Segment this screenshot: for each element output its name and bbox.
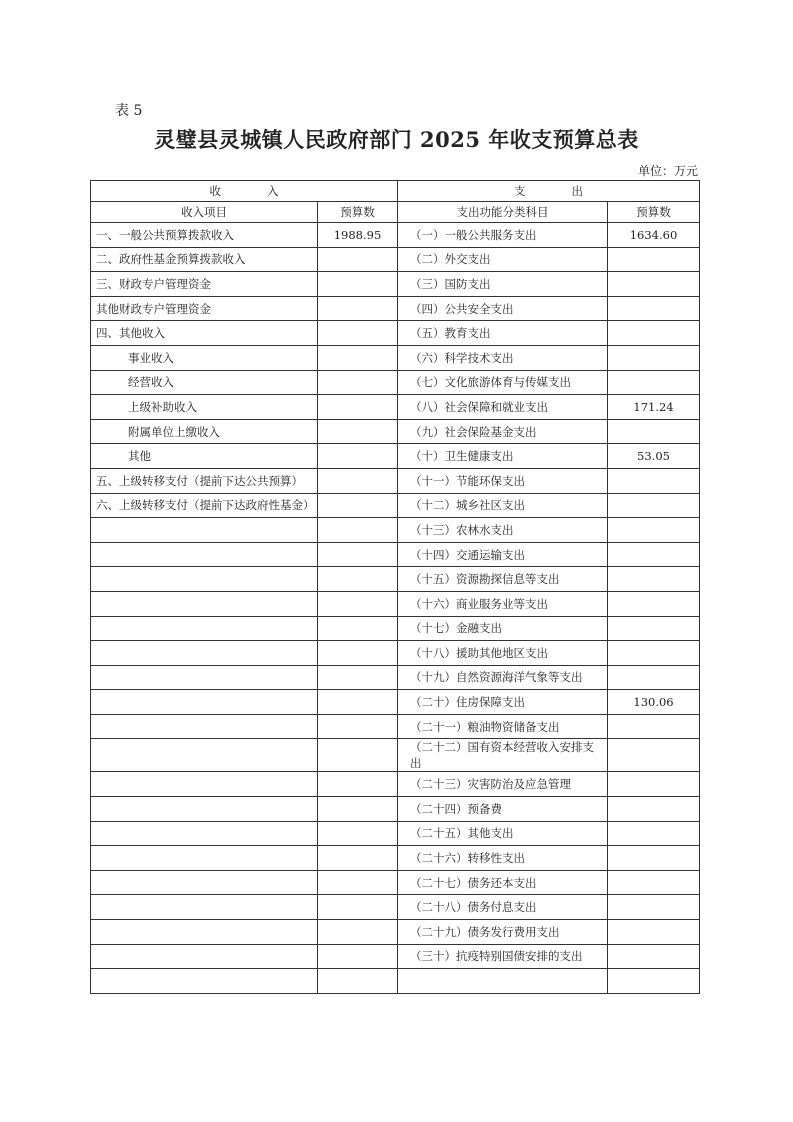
column-header-row <box>91 202 700 223</box>
expense-section-header: 支 出 <box>398 181 700 202</box>
income-item-header: 收入项目 <box>91 202 318 223</box>
expense-item-cell: （十八）援助其他地区支出 <box>398 641 608 666</box>
table-row <box>91 247 700 272</box>
income-item-cell: 三、财政专户管理资金 <box>91 272 318 297</box>
table-row <box>91 870 700 895</box>
unit-label: 单位：万元 <box>637 164 698 178</box>
income-item-cell: 六、上级转移支付（提前下达政府性基金） <box>91 493 318 518</box>
expense-amount-cell <box>608 247 700 272</box>
expense-amount-cell <box>608 296 700 321</box>
income-item-cell <box>91 567 318 592</box>
income-amount-cell <box>318 846 398 871</box>
income-item-cell <box>91 542 318 567</box>
expense-item-cell: （十）卫生健康支出 <box>398 444 608 469</box>
income-amount-cell <box>318 444 398 469</box>
expense-amount-cell <box>608 591 700 616</box>
table-row <box>91 567 700 592</box>
expense-item-cell: （十五）资源勘探信息等支出 <box>398 567 608 592</box>
expense-amount-cell: 171.24 <box>608 395 700 420</box>
income-amount-cell <box>318 920 398 945</box>
income-item-cell <box>91 518 318 543</box>
expense-item-cell: （三十）抗疫特别国债安排的支出 <box>398 944 608 969</box>
expense-amount-header: 预算数 <box>608 202 700 223</box>
expense-item-cell: （二十五）其他支出 <box>398 821 608 846</box>
expense-amount-cell <box>608 969 700 994</box>
income-amount-cell <box>318 641 398 666</box>
expense-amount-cell: 1634.60 <box>608 223 700 248</box>
income-item-cell <box>91 616 318 641</box>
income-item-cell <box>91 739 318 772</box>
expense-amount-cell <box>608 419 700 444</box>
table-row <box>91 321 700 346</box>
expense-item-cell: （二十二）国有资本经营收入安排支出 <box>398 739 608 772</box>
table-row <box>91 223 700 248</box>
income-item-cell <box>91 944 318 969</box>
income-item-cell <box>91 665 318 690</box>
table-row <box>91 518 700 543</box>
table-row <box>91 296 700 321</box>
income-amount-cell <box>318 542 398 567</box>
income-amount-cell <box>318 870 398 895</box>
expense-item-cell: （二）外交支出 <box>398 247 608 272</box>
table-row <box>91 690 700 715</box>
expense-amount-cell <box>608 641 700 666</box>
income-amount-cell <box>318 714 398 739</box>
table-row <box>91 846 700 871</box>
expense-item-cell: （十七）金融支出 <box>398 616 608 641</box>
income-amount-cell <box>318 345 398 370</box>
expense-item-cell: （一）一般公共服务支出 <box>398 223 608 248</box>
table-row <box>91 665 700 690</box>
expense-item-cell: （二十六）转移性支出 <box>398 846 608 871</box>
income-amount-cell <box>318 296 398 321</box>
income-item-cell <box>91 772 318 797</box>
expense-amount-cell <box>608 272 700 297</box>
expense-item-cell: （二十九）债务发行费用支出 <box>398 920 608 945</box>
table-row <box>91 444 700 469</box>
income-section-header: 收 入 <box>91 181 398 202</box>
expense-item-cell: （二十一）粮油物资储备支出 <box>398 714 608 739</box>
table-row <box>91 370 700 395</box>
expense-item-cell <box>398 969 608 994</box>
income-amount-cell <box>318 591 398 616</box>
income-amount-cell <box>318 797 398 822</box>
table-row <box>91 797 700 822</box>
expense-item-cell: （七）文化旅游体育与传媒支出 <box>398 370 608 395</box>
income-item-cell <box>91 591 318 616</box>
table-row <box>91 821 700 846</box>
expense-item-cell: （二十三）灾害防治及应急管理 <box>398 772 608 797</box>
table-row <box>91 272 700 297</box>
income-item-cell <box>91 895 318 920</box>
expense-amount-cell <box>608 895 700 920</box>
income-item-cell <box>91 969 318 994</box>
table-row <box>91 969 700 994</box>
table-row <box>91 616 700 641</box>
expense-item-cell: （二十）住房保障支出 <box>398 690 608 715</box>
income-amount-cell <box>318 419 398 444</box>
income-amount-cell: 1988.95 <box>318 223 398 248</box>
income-amount-cell <box>318 468 398 493</box>
expense-amount-cell <box>608 468 700 493</box>
income-item-cell: 一、一般公共预算拨款收入 <box>91 223 318 248</box>
expense-amount-cell <box>608 821 700 846</box>
expense-amount-cell <box>608 518 700 543</box>
income-amount-cell <box>318 518 398 543</box>
table-row <box>91 714 700 739</box>
income-item-cell: 上级补助收入 <box>91 395 318 420</box>
expense-item-cell: （十一）节能环保支出 <box>398 468 608 493</box>
expense-amount-cell <box>608 370 700 395</box>
expense-amount-cell <box>608 321 700 346</box>
expense-amount-cell <box>608 944 700 969</box>
expense-amount-cell <box>608 493 700 518</box>
income-amount-cell <box>318 739 398 772</box>
expense-amount-cell <box>608 567 700 592</box>
income-amount-header: 预算数 <box>318 202 398 223</box>
income-item-cell: 其他财政专户管理资金 <box>91 296 318 321</box>
income-item-cell: 其他 <box>91 444 318 469</box>
income-item-cell <box>91 797 318 822</box>
income-item-cell <box>91 690 318 715</box>
income-amount-cell <box>318 969 398 994</box>
income-item-cell <box>91 870 318 895</box>
income-amount-cell <box>318 370 398 395</box>
income-amount-cell <box>318 616 398 641</box>
table-row <box>91 591 700 616</box>
expense-amount-cell <box>608 345 700 370</box>
expense-amount-cell: 130.06 <box>608 690 700 715</box>
table-row <box>91 395 700 420</box>
expense-item-cell: （十九）自然资源海洋气象等支出 <box>398 665 608 690</box>
table-row <box>91 920 700 945</box>
expense-item-cell: （十六）商业服务业等支出 <box>398 591 608 616</box>
income-amount-cell <box>318 395 398 420</box>
table-row <box>91 944 700 969</box>
expense-amount-cell <box>608 870 700 895</box>
income-amount-cell <box>318 272 398 297</box>
expense-amount-cell <box>608 542 700 567</box>
expense-item-cell: （四）公共安全支出 <box>398 296 608 321</box>
income-item-cell: 五、上级转移支付（提前下达公共预算） <box>91 468 318 493</box>
table-row <box>91 493 700 518</box>
income-item-cell <box>91 846 318 871</box>
expense-amount-cell <box>608 920 700 945</box>
expense-item-cell: （二十八）债务付息支出 <box>398 895 608 920</box>
income-amount-cell <box>318 321 398 346</box>
expense-amount-cell <box>608 616 700 641</box>
expense-item-cell: （五）教育支出 <box>398 321 608 346</box>
income-item-cell <box>91 641 318 666</box>
expense-amount-cell: 53.05 <box>608 444 700 469</box>
expense-amount-cell <box>608 739 700 772</box>
income-item-cell: 四、其他收入 <box>91 321 318 346</box>
expense-amount-cell <box>608 797 700 822</box>
expense-amount-cell <box>608 714 700 739</box>
expense-amount-cell <box>608 846 700 871</box>
expense-item-cell: （十三）农林水支出 <box>398 518 608 543</box>
table-row <box>91 419 700 444</box>
income-amount-cell <box>318 690 398 715</box>
income-item-cell <box>91 821 318 846</box>
table-row <box>91 468 700 493</box>
table-row <box>91 895 700 920</box>
income-amount-cell <box>318 493 398 518</box>
expense-item-header: 支出功能分类科目 <box>398 202 608 223</box>
income-item-cell: 事业收入 <box>91 345 318 370</box>
income-amount-cell <box>318 567 398 592</box>
income-item-cell: 附属单位上缴收入 <box>91 419 318 444</box>
expense-amount-cell <box>608 665 700 690</box>
table-row <box>91 345 700 370</box>
expense-item-cell: （二十四）预备费 <box>398 797 608 822</box>
table-row <box>91 542 700 567</box>
expense-item-cell: （二十七）债务还本支出 <box>398 870 608 895</box>
section-header-row <box>91 181 700 202</box>
expense-item-cell: （八）社会保障和就业支出 <box>398 395 608 420</box>
page-title: 灵璧县灵城镇人民政府部门 2025 年收支预算总表 <box>154 127 639 152</box>
table-row <box>91 739 700 772</box>
income-amount-cell <box>318 895 398 920</box>
income-amount-cell <box>318 821 398 846</box>
income-amount-cell <box>318 944 398 969</box>
expense-item-cell: （十二）城乡社区支出 <box>398 493 608 518</box>
income-item-cell <box>91 714 318 739</box>
expense-item-cell: （六）科学技术支出 <box>398 345 608 370</box>
expense-item-cell: （十四）交通运输支出 <box>398 542 608 567</box>
income-item-cell: 二、政府性基金预算拨款收入 <box>91 247 318 272</box>
budget-table <box>90 180 700 994</box>
table-row <box>91 772 700 797</box>
expense-item-cell: （三）国防支出 <box>398 272 608 297</box>
income-item-cell: 经营收入 <box>91 370 318 395</box>
expense-item-cell: （九）社会保险基金支出 <box>398 419 608 444</box>
income-item-cell <box>91 920 318 945</box>
income-amount-cell <box>318 665 398 690</box>
income-amount-cell <box>318 247 398 272</box>
table-number-label: 表 5 <box>115 103 143 119</box>
table-row <box>91 641 700 666</box>
income-amount-cell <box>318 772 398 797</box>
expense-amount-cell <box>608 772 700 797</box>
